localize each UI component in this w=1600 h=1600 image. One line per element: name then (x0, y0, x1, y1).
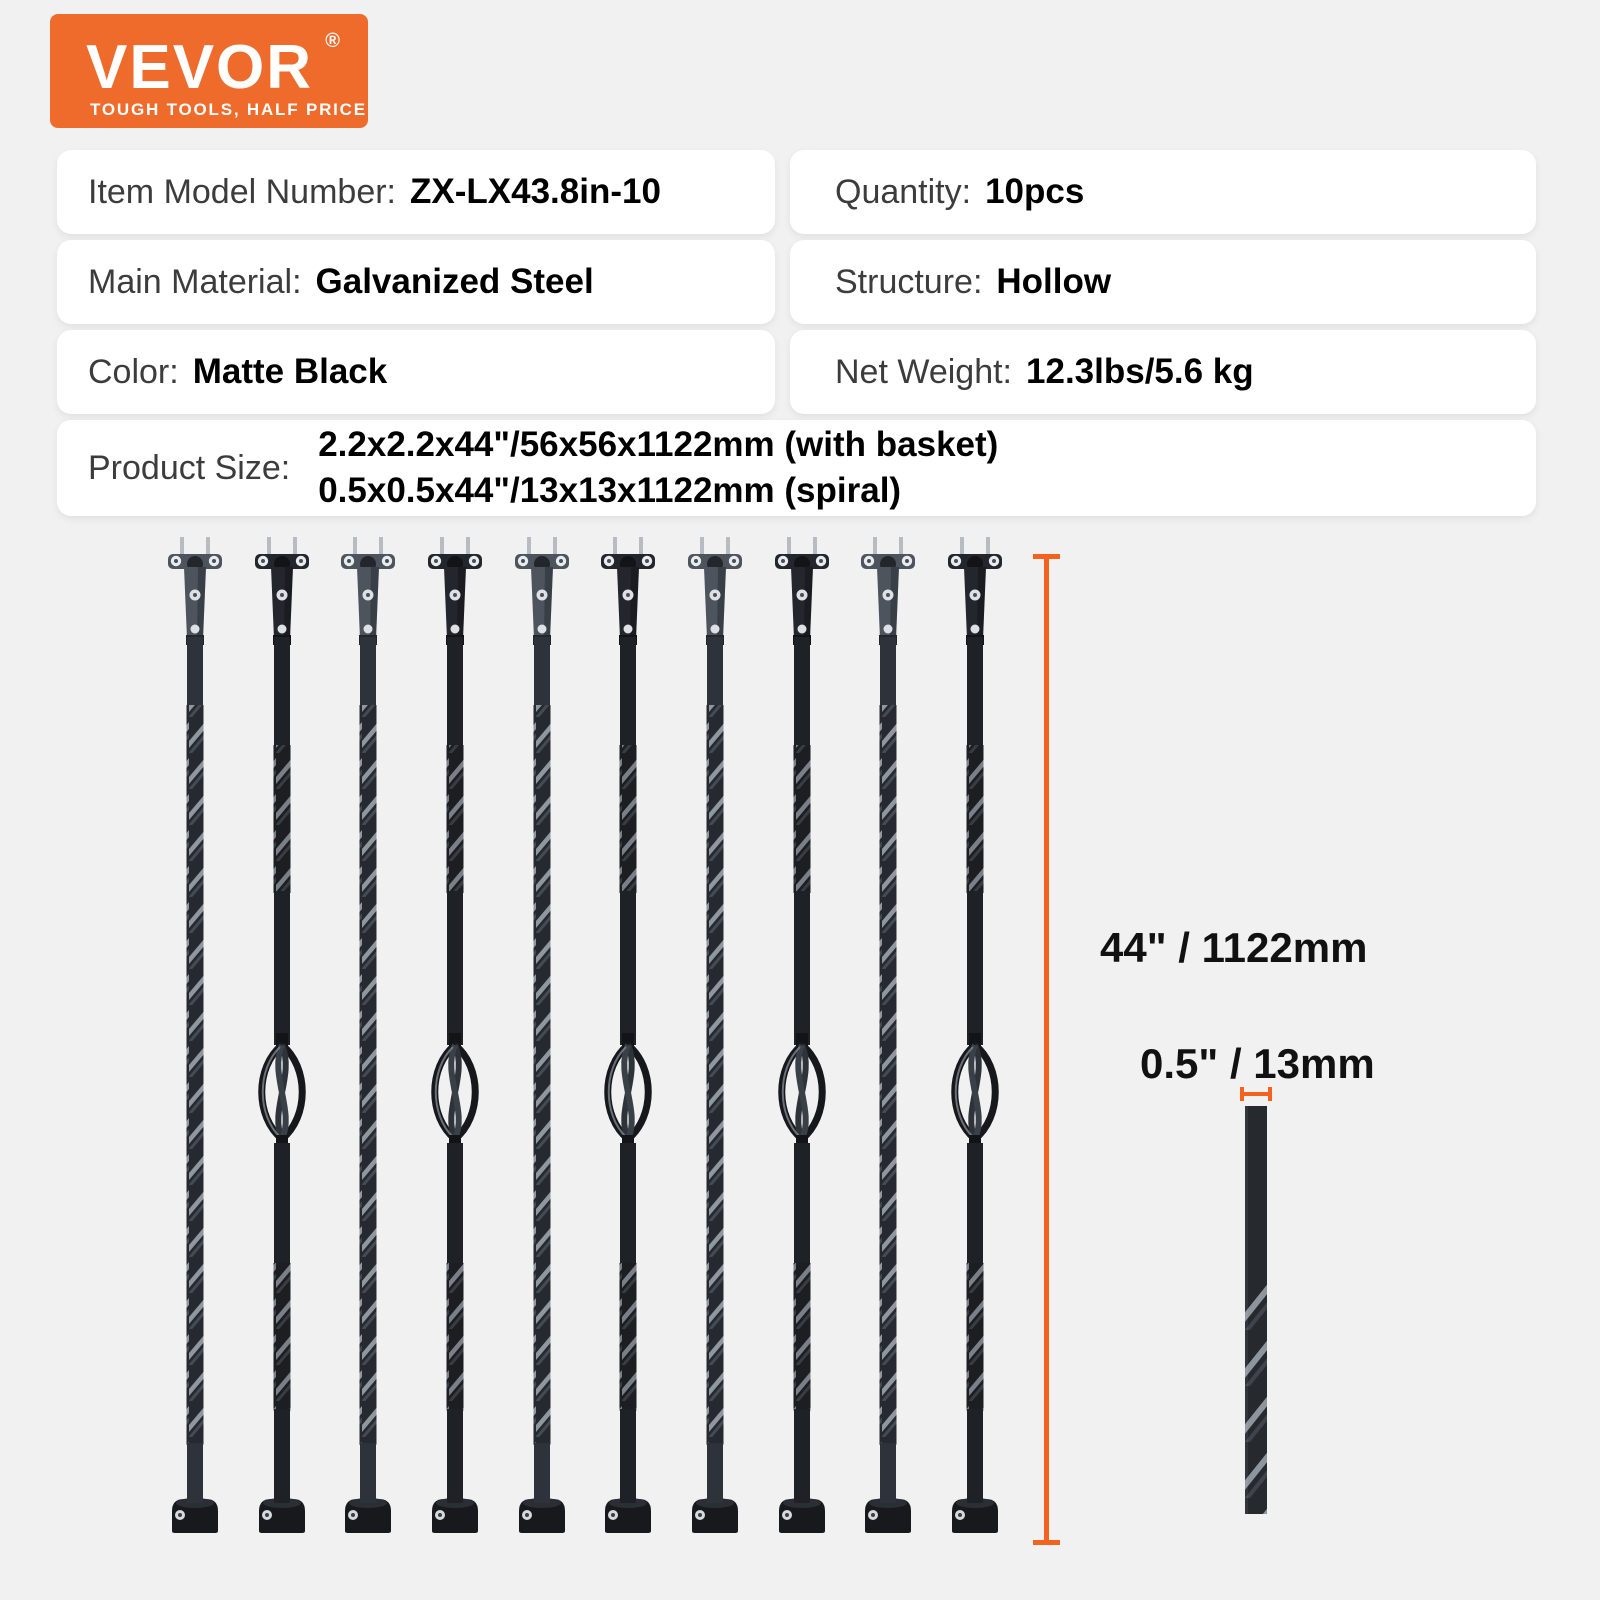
dimension-cap (1033, 554, 1060, 559)
baluster-basket (764, 537, 840, 1543)
spec-card-quantity (790, 150, 1536, 234)
spec-card-material (57, 240, 775, 324)
spec-label: Item Model Number: (88, 172, 396, 211)
registered-mark: ® (325, 30, 340, 52)
spec-card-color (57, 330, 775, 414)
width-dimension-line (1240, 1092, 1272, 1096)
width-dimension-label: 0.5" / 13mm (1140, 1040, 1375, 1087)
spec-label: Net Weight: (835, 352, 1013, 391)
baluster-spiral (504, 537, 580, 1543)
height-dimension-line (1044, 554, 1049, 1545)
baluster-basket (937, 537, 1013, 1543)
spec-card-product-size (57, 420, 1536, 516)
spec-value: 12.3lbs/5.6 kg (1026, 352, 1254, 391)
spec-value: ZX-LX43.8in-10 (410, 172, 661, 211)
baluster-spiral (330, 537, 406, 1543)
spec-value: 10pcs (985, 172, 1085, 211)
baluster-basket (244, 537, 320, 1543)
spec-value: Hollow (996, 262, 1112, 301)
spec-label: Product Size: (88, 448, 291, 487)
spec-card-model (57, 150, 775, 234)
spec-label: Quantity: (835, 172, 972, 211)
spec-value: Matte Black (192, 352, 388, 391)
product-size-line1: 2.2x2.2x44"/56x56x1122mm (with basket) (318, 425, 999, 464)
baluster-closeup (1245, 1106, 1267, 1514)
baluster-basket (590, 537, 666, 1543)
spec-card-structure (790, 240, 1536, 324)
brand-name: VEVOR (86, 33, 314, 102)
brand-logo (50, 14, 368, 128)
baluster-spiral (677, 537, 753, 1543)
spec-label: Structure: (835, 262, 983, 301)
baluster-spiral (157, 537, 233, 1543)
brand-tagline: TOUGH TOOLS, HALF PRICE (90, 100, 367, 119)
spec-card-weight (790, 330, 1536, 414)
baluster-spiral (850, 537, 926, 1543)
dimension-cap (1033, 1540, 1060, 1545)
spec-value: Galvanized Steel (315, 262, 594, 301)
dimension-tick (1268, 1087, 1272, 1101)
spec-label: Color: (88, 352, 179, 391)
product-size-line2: 0.5x0.5x44"/13x13x1122mm (spiral) (318, 471, 902, 510)
spec-label: Main Material: (88, 262, 302, 301)
baluster-basket (417, 537, 493, 1543)
height-dimension-label: 44" / 1122mm (1100, 924, 1368, 971)
dimension-tick (1240, 1087, 1244, 1101)
